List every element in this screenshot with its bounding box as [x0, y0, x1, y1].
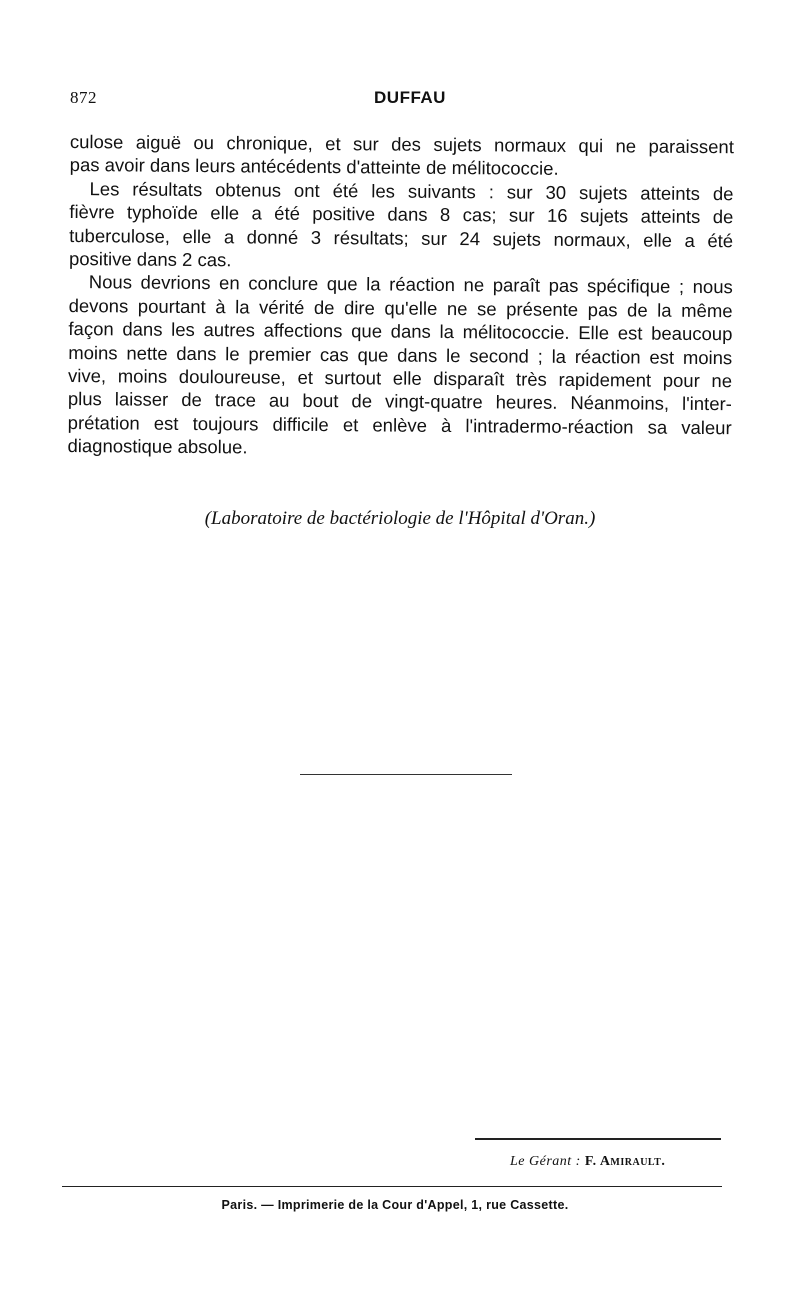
text-line: devons pourtant à la vérité de dire qu'elle ne se présente pas de la même [68, 294, 733, 322]
running-head: DUFFAU [374, 88, 446, 107]
gerant-name: F. Amirault. [584, 1154, 666, 1169]
gerant-line [510, 1154, 665, 1170]
paragraph-3 [67, 270, 732, 462]
text-line: positive dans 2 cas. [68, 248, 232, 271]
text-line: façon dans les autres affections que dans la mélitococcie. Elle est beaucoup [68, 318, 733, 345]
text-line: diagnostique absolue. [67, 435, 248, 458]
text-line: fièvre typhoïde elle a été positive dans 8 cas; sur 16 sujets atteints de [69, 201, 734, 228]
text-line: vive, moins douloureuse, et surtout elle disparaît très rapidement pour ne [67, 365, 733, 392]
gerant-role: Le Gérant : [510, 1154, 581, 1169]
text-line: plus laisser de trace au bout de vingt-quatre heures. Néanmoins, l'inter- [67, 388, 732, 415]
paragraph-2 [69, 177, 734, 276]
text-line: Les résultats obtenus ont été les suivants : sur 30 sujets atteints de [89, 177, 734, 205]
text-line: Nous devrions en conclure que la réaction ne paraît pas spécifique ; nous [88, 271, 733, 298]
attribution: (Laboratoire de bactériologie de l'Hôpital d'Oran.) [204, 508, 596, 529]
footer-rule [62, 1186, 722, 1187]
section-divider [300, 774, 512, 775]
text-line: pas avoir dans leurs antécédents d'atteinte de mélitococcie. [69, 154, 559, 180]
body-text [67, 130, 734, 463]
text-line: prétation est toujours difficile et enlève à l'intradermo-réaction sa valeur [67, 411, 732, 439]
page-number: 872 [70, 88, 97, 107]
text-line: culose aiguë ou chronique, et sur des sujets normaux qui ne paraissent [69, 130, 734, 158]
text-line: tuberculose, elle a donné 3 résultats; sur 24 sujets normaux, elle a été [69, 224, 734, 251]
paragraph-1 [70, 130, 734, 182]
gerant-rule [475, 1138, 721, 1140]
text-line: moins nette dans le premier cas que dans le second ; la réaction est moins [68, 341, 733, 368]
printer-imprint: Paris. — Imprimerie de la Cour d'Appel, 1, rue Cassette. [221, 1198, 569, 1212]
